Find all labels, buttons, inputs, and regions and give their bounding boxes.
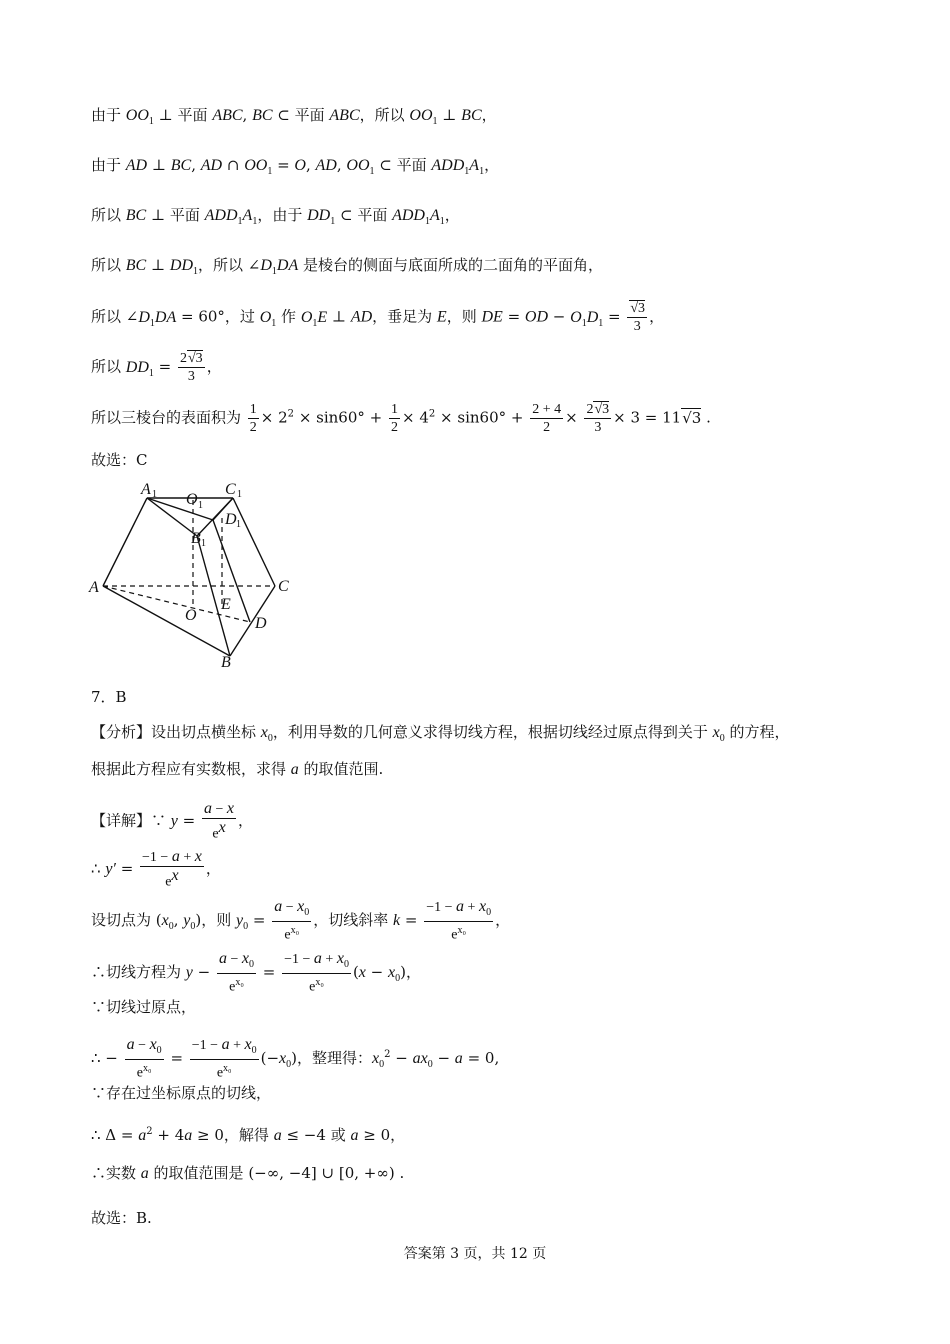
detail-line-1: 【详解】∵ y = $\frac{a - x}{e^x}$ ， xyxy=(91,800,254,842)
edge-d1d xyxy=(213,520,250,622)
label-c: C xyxy=(278,578,289,595)
frustum-figure xyxy=(85,474,305,674)
edge-cb xyxy=(230,586,275,656)
detail-line-4: ∴切线方程为 y − $\frac{a - x_0}{e^{x_0}}$ = $\frac{-1 - a + x_0}{e^{x_0}}$ $(x - x_0)$， xyxy=(91,950,421,995)
solution-line-3: 所以 BC ⊥ 平面 $ADD_1A_1$，由于 $DD_1$ ⊂ 平面 $ADD_1A_1$， xyxy=(91,206,460,228)
solution-line-5: 所以 $\angle D_1DA = 60^\circ$，过 $O_1$ 作 $O_1E$ ⊥ AD，垂足为 E，则 DE = OD − $O_1D_1$ = $\frac{√3}{3}$ ， xyxy=(91,301,665,334)
page-footer: 答案第 3 页，共 12 页 xyxy=(403,1246,547,1262)
question-7-answer: 7．B xyxy=(91,688,127,706)
label-d: D xyxy=(255,615,267,632)
label-c1-sub: 1 xyxy=(237,489,242,500)
analysis-line-1: 【分析】设出切点横坐标 $x_0$，利用导数的几何意义求得切线方程，根据切线经过原点得到关于 $x_0$ 的方程， xyxy=(91,723,790,745)
label-b1: B xyxy=(191,530,201,547)
label-o1: O xyxy=(186,491,198,508)
label-c1: C xyxy=(225,481,236,498)
edge-a1d1 xyxy=(147,498,213,520)
solution-line-7: 所以三棱台的表面积为 $\frac{1}{2}$ × $2^2 \times \sin 60^\circ$ + $\frac{1}{2}$ × $4^2 \times \sin 60^\circ$ + $\frac{2 + 4}{2}$ × $\frac{2√3}{3}$ × 3 = 11√3 . xyxy=(91,402,711,435)
label-e: E xyxy=(221,596,231,613)
analysis-line-2: 根据此方程应有实数根，求得 a 的取值范围. xyxy=(91,760,384,778)
label-b: B xyxy=(221,654,231,671)
edge-c1c xyxy=(233,498,275,586)
label-o1-sub: 1 xyxy=(198,500,203,511)
detail-answer-b: 故选：B. xyxy=(91,1209,152,1227)
detail-line-5: ∵切线过原点， xyxy=(91,998,197,1016)
label-a1-sub: 1 xyxy=(152,489,157,500)
edge-a1a xyxy=(103,498,147,586)
label-o: O xyxy=(185,607,197,624)
solution-line-6: 所以 $DD_1$ = $\frac{2√3}{3}$ ， xyxy=(91,351,222,384)
label-d1-sub: 1 xyxy=(236,519,241,530)
label-a: A xyxy=(89,579,99,596)
detail-line-6: ∴ − $\frac{a - x_0}{e^{x_0}}$ = $\frac{-1 - a + x_0}{e^{x_0}}$ $(-x_0)$，整理得：$x_0^2 - ax_0 - a = 0$, xyxy=(91,1036,500,1081)
solution-answer-c: 故选：C xyxy=(91,451,148,469)
detail-line-7: ∵存在过坐标原点的切线， xyxy=(91,1084,272,1102)
detail-line-9: ∴实数 a 的取值范围是 (−∞, −4] ∪ [0, +∞) . xyxy=(91,1164,405,1182)
solution-line-4: 所以 BC ⊥ $DD_1$，所以 $\angle D_1DA$ 是棱台的侧面与底面所成的二面角的平面角， xyxy=(91,256,604,278)
label-a1: A xyxy=(141,481,151,498)
label-b1-sub: 1 xyxy=(201,538,206,549)
edge-ab xyxy=(103,586,230,656)
detail-line-8: ∴ $\Delta = a^2 + 4a \ge 0$，解得 a ≤ −4 或 a ≥ 0， xyxy=(91,1126,406,1144)
solution-line-2: 由于 AD ⊥ BC, AD ∩ $OO_1 = O$, AD, $OO_1$ ⊂ 平面 $ADD_1A_1$， xyxy=(91,156,500,178)
detail-line-2: ∴ y′ = $\frac{-1 - a + x}{e^x}$ ， xyxy=(91,848,221,890)
label-d1: D xyxy=(225,511,237,528)
solution-line-1: 由于 $OO_1$ ⊥ 平面 ABC, BC ⊂ 平面 ABC，所以 $OO_1$ ⊥ BC， xyxy=(91,106,497,128)
detail-line-3: 设切点为 ($x_0$, $y_0$)，则 $y_0$ = $\frac{a - x_0}{e^{x_0}}$ ，切线斜率 k = $\frac{-1 - a + x_0}{e^{x_0}}$ ， xyxy=(91,898,511,943)
